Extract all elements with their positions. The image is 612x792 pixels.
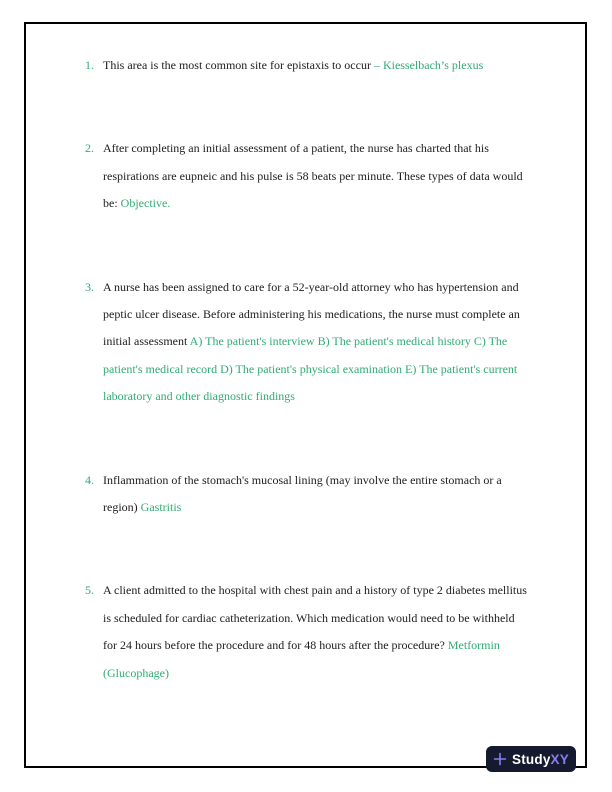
item-text xyxy=(103,467,528,522)
answer-text: – Kiesselbach’s plexus xyxy=(373,58,484,72)
brand-primary-text: Study xyxy=(512,751,551,767)
item-number: 2. xyxy=(85,141,94,156)
answer-text: A) The patient's interview B) The patient's medical history C) The patient's medical record D) The patient's physical examination E) The patient's current laboratory and other diagnostic findings xyxy=(103,334,518,404)
item-number: 3. xyxy=(85,279,94,294)
studyxy-logo-badge[interactable] xyxy=(486,746,576,772)
question-text: After completing an initial assessment of a patient, the nurse has charted that his respirations are eupneic and his pulse is 58 beats per minute. These types of data would be: xyxy=(103,141,523,211)
qa-list xyxy=(85,52,528,743)
item-number: 4. xyxy=(85,472,94,487)
item-text xyxy=(103,135,528,217)
item-number: 1. xyxy=(85,58,94,72)
brand-secondary-text: XY xyxy=(550,751,569,767)
answer-text: Gastritis xyxy=(140,500,182,515)
item-number: 5. xyxy=(85,583,94,598)
answer-text: Metformin (Glucophage) xyxy=(103,638,500,680)
plus-icon xyxy=(493,752,507,766)
qa-item-3 xyxy=(85,274,528,411)
qa-item-4 xyxy=(85,467,528,522)
qa-item-2 xyxy=(85,135,528,217)
item-text xyxy=(103,274,528,411)
qa-item-5 xyxy=(85,577,528,687)
question-text: Inflammation of the stomach's mucosal lining (may involve the entire stomach or a region) xyxy=(103,472,502,515)
qa-item-1 xyxy=(85,52,528,79)
question-text: This area is the most common site for epistaxis to occur xyxy=(103,58,374,72)
question-text: A client admitted to the hospital with chest pain and a history of type 2 diabetes mellitus is scheduled for cardiac catheterization. Which medication would need to be withheld for 24 hours before the procedure and for 48 hours after the procedure? xyxy=(103,583,527,653)
question-text: A nurse has been assigned to care for a 52-year-old attorney who has hypertension and peptic ulcer disease. Before administering his medications, the nurse must complete an initial assessment xyxy=(103,279,520,349)
item-text xyxy=(103,52,528,79)
answer-text: Objective. xyxy=(120,196,171,211)
brand-wordmark xyxy=(512,752,569,767)
item-text xyxy=(103,577,528,687)
